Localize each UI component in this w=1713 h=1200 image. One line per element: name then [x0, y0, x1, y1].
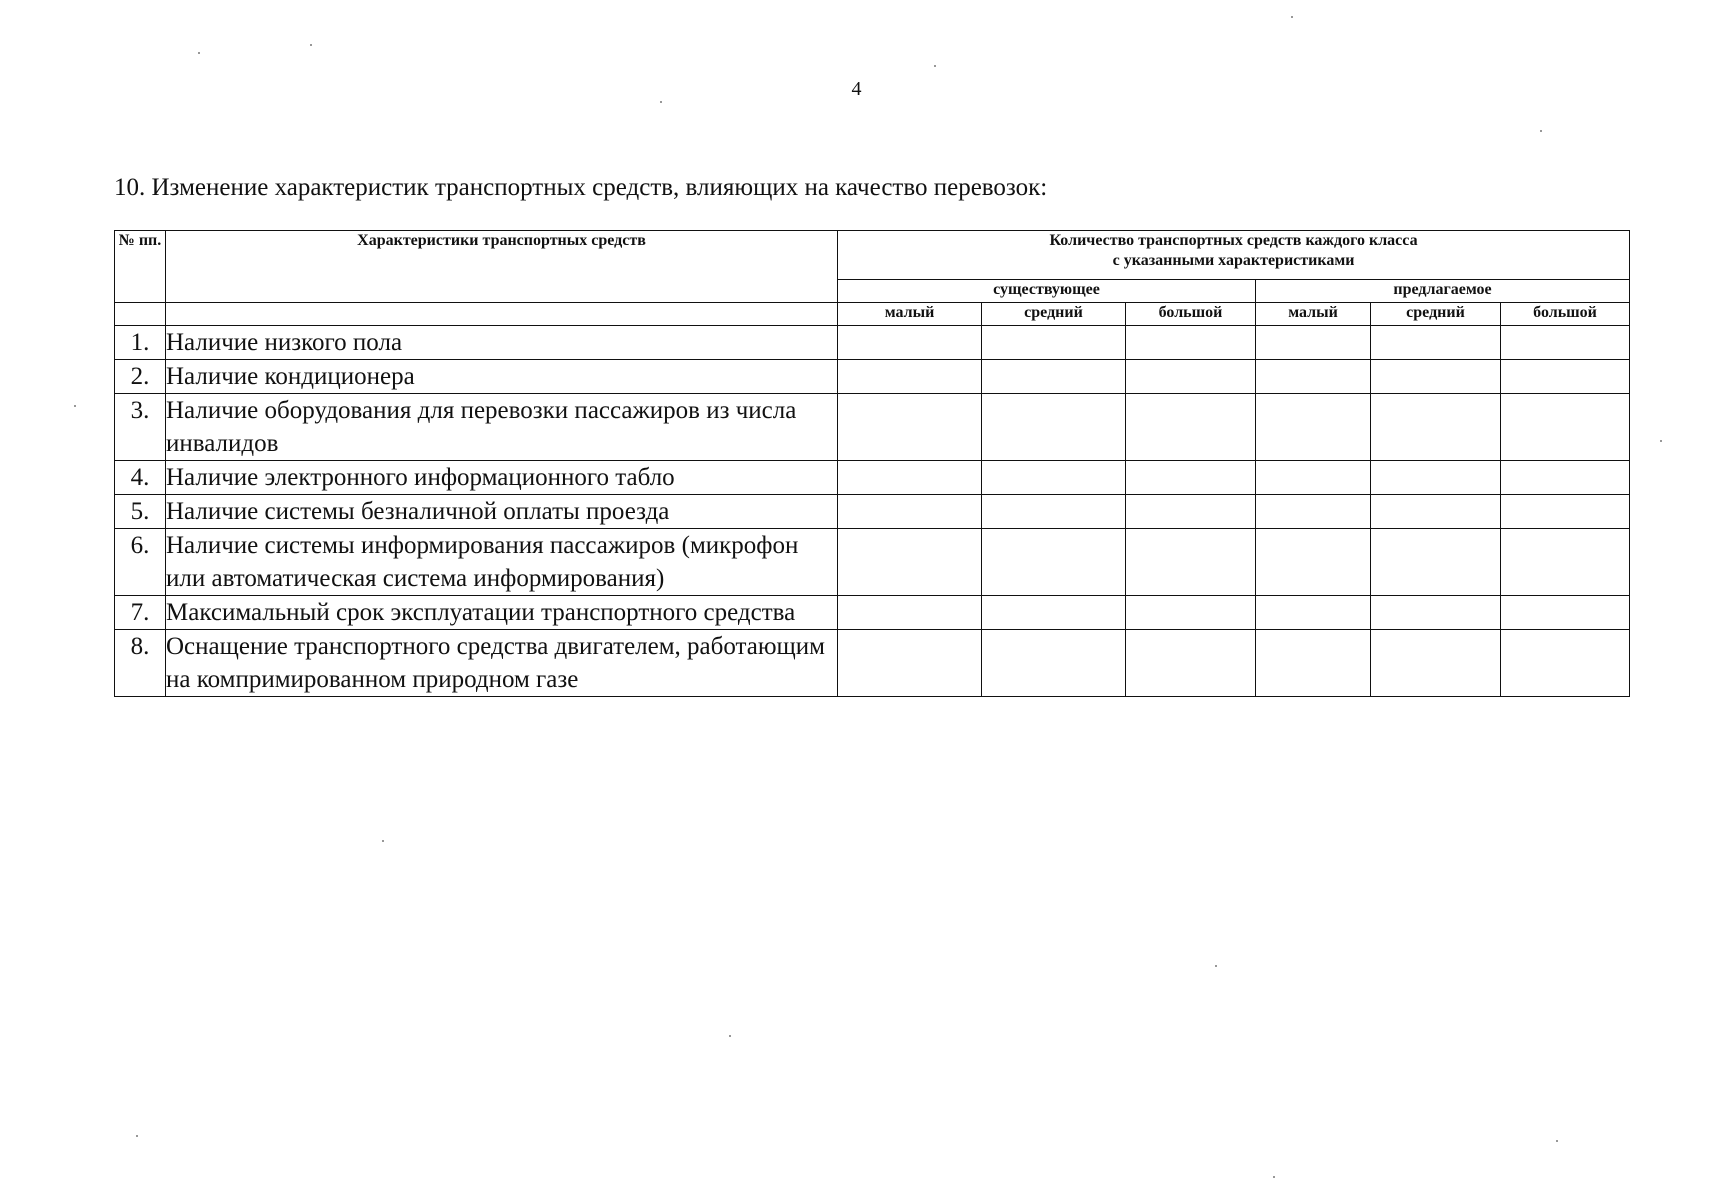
value-cell	[1371, 529, 1501, 596]
row-number: 3.	[115, 394, 166, 461]
header-quantity-line2: с указанными характеристиками	[1112, 252, 1355, 269]
table-row	[115, 630, 1630, 697]
value-cell	[838, 495, 982, 529]
header-class-existing-large: большой	[1126, 303, 1256, 326]
scan-speck	[382, 840, 384, 842]
table-row	[115, 461, 1630, 495]
value-cell	[1501, 495, 1630, 529]
value-cell	[1371, 360, 1501, 394]
value-cell	[1501, 360, 1630, 394]
scan-speck	[660, 101, 662, 103]
header-characteristic: Характеристики транспортных средств	[166, 231, 838, 303]
value-cell	[1501, 326, 1630, 360]
scan-speck	[1215, 965, 1217, 967]
header-blank-num	[115, 303, 166, 326]
value-cell	[982, 326, 1126, 360]
value-cell	[838, 360, 982, 394]
scan-speck	[1556, 1140, 1558, 1142]
value-cell	[982, 596, 1126, 630]
value-cell	[1256, 630, 1371, 697]
value-cell	[982, 630, 1126, 697]
value-cell	[1371, 596, 1501, 630]
table-row	[115, 596, 1630, 630]
row-number: 5.	[115, 495, 166, 529]
row-number: 2.	[115, 360, 166, 394]
value-cell	[1126, 630, 1256, 697]
value-cell	[1126, 596, 1256, 630]
table-row	[115, 360, 1630, 394]
row-characteristic: Наличие оборудования для перевозки пассажиров из числа инвалидов	[166, 394, 838, 461]
value-cell	[1371, 394, 1501, 461]
row-characteristic: Максимальный срок эксплуатации транспортного средства	[166, 596, 838, 630]
value-cell	[838, 529, 982, 596]
header-quantity-line1: Количество транспортных средств каждого класса	[1049, 232, 1418, 249]
header-existing: существующее	[838, 280, 1256, 303]
value-cell	[838, 326, 982, 360]
scan-speck	[1660, 440, 1662, 442]
scan-speck	[198, 52, 200, 54]
value-cell	[982, 529, 1126, 596]
header-class-proposed-large: большой	[1501, 303, 1630, 326]
scan-speck	[1273, 1176, 1275, 1178]
header-blank-characteristic	[166, 303, 838, 326]
value-cell	[982, 394, 1126, 461]
value-cell	[982, 461, 1126, 495]
value-cell	[1126, 360, 1256, 394]
value-cell	[1371, 461, 1501, 495]
value-cell	[838, 394, 982, 461]
value-cell	[1501, 394, 1630, 461]
row-characteristic: Наличие кондиционера	[166, 360, 838, 394]
value-cell	[1256, 326, 1371, 360]
header-num: № пп.	[115, 231, 166, 303]
header-class-existing-medium: средний	[982, 303, 1126, 326]
header-row-classes	[115, 303, 1630, 326]
value-cell	[1371, 495, 1501, 529]
value-cell	[1501, 461, 1630, 495]
header-class-existing-small: малый	[838, 303, 982, 326]
value-cell	[1256, 394, 1371, 461]
value-cell	[1126, 529, 1256, 596]
value-cell	[982, 360, 1126, 394]
row-characteristic: Наличие системы информирования пассажиров (микрофон или автоматическая система информирования)	[166, 529, 838, 596]
value-cell	[1501, 529, 1630, 596]
value-cell	[1256, 495, 1371, 529]
value-cell	[838, 630, 982, 697]
row-characteristic: Наличие системы безналичной оплаты проезда	[166, 495, 838, 529]
characteristics-table	[114, 230, 1630, 697]
row-characteristic: Наличие низкого пола	[166, 326, 838, 360]
value-cell	[1371, 630, 1501, 697]
value-cell	[1501, 596, 1630, 630]
value-cell	[1256, 360, 1371, 394]
row-number: 4.	[115, 461, 166, 495]
scan-speck	[310, 44, 312, 46]
value-cell	[1126, 394, 1256, 461]
header-class-proposed-medium: средний	[1371, 303, 1501, 326]
value-cell	[1126, 461, 1256, 495]
header-class-proposed-small: малый	[1256, 303, 1371, 326]
row-characteristic: Наличие электронного информационного табло	[166, 461, 838, 495]
scan-speck	[136, 1135, 138, 1137]
value-cell	[982, 495, 1126, 529]
scan-speck	[1540, 130, 1542, 132]
scan-speck	[74, 405, 76, 407]
value-cell	[1256, 461, 1371, 495]
row-number: 8.	[115, 630, 166, 697]
page-number: 4	[851, 78, 862, 100]
value-cell	[1501, 630, 1630, 697]
row-characteristic: Оснащение транспортного средства двигателем, работающим на компримированном природном газе	[166, 630, 838, 697]
scan-speck	[934, 65, 936, 67]
scan-speck	[729, 1035, 731, 1037]
value-cell	[1371, 326, 1501, 360]
value-cell	[838, 461, 982, 495]
header-proposed: предлагаемое	[1256, 280, 1630, 303]
value-cell	[1126, 326, 1256, 360]
row-number: 1.	[115, 326, 166, 360]
value-cell	[1256, 529, 1371, 596]
table-row	[115, 326, 1630, 360]
row-number: 7.	[115, 596, 166, 630]
value-cell	[838, 596, 982, 630]
value-cell	[1126, 495, 1256, 529]
value-cell	[1256, 596, 1371, 630]
table-row	[115, 529, 1630, 596]
scan-speck	[1291, 16, 1293, 18]
table-row	[115, 394, 1630, 461]
row-number: 6.	[115, 529, 166, 596]
section-title: 10. Изменение характеристик транспортных средств, влияющих на качество перевозок:	[114, 174, 1048, 201]
header-quantity	[838, 231, 1630, 280]
table-row	[115, 495, 1630, 529]
header-row-top	[115, 231, 1630, 280]
